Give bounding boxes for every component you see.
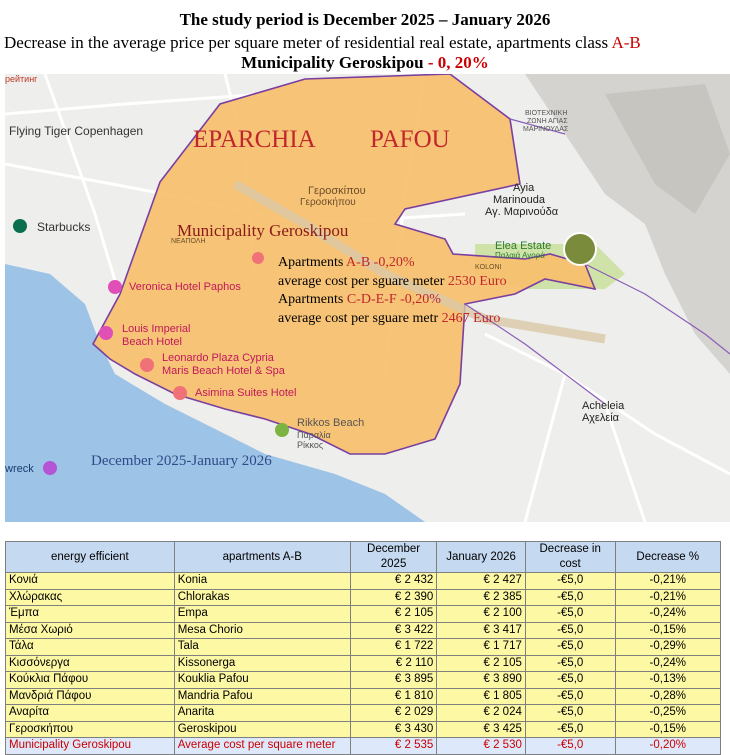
table-cell: € 2 024 xyxy=(437,705,526,722)
table-cell: Mesa Chorio xyxy=(174,622,350,639)
table-cell: Μέσα Χωριό xyxy=(6,622,175,639)
top-watermark: рейтинг xyxy=(5,74,38,84)
table-row xyxy=(6,606,721,623)
hotel-pin-icon[interactable] xyxy=(252,252,264,264)
table-cell: -0,24% xyxy=(615,606,721,623)
table-cell: -€5,0 xyxy=(525,606,615,623)
louis-hotel-icon[interactable] xyxy=(99,326,113,340)
table-cell: -0,25% xyxy=(615,705,721,722)
place-rikkos-1[interactable]: Rikkos Beach xyxy=(297,417,365,429)
table-cell: € 2 390 xyxy=(350,589,436,606)
table-cell: Anarita xyxy=(174,705,350,722)
place-koloni: KOLONI xyxy=(475,264,502,271)
page-title: The study period is December 2025 – January 2026 xyxy=(179,10,551,29)
place-leonardo-1[interactable]: Leonardo Plaza Cypria xyxy=(162,352,274,364)
price-table xyxy=(5,541,721,755)
table-cell: Konia xyxy=(174,573,350,590)
table-cell: € 2 105 xyxy=(437,655,526,672)
table-cell: € 3 890 xyxy=(437,672,526,689)
table-cell: -0,15% xyxy=(615,622,721,639)
table-cell: € 1 810 xyxy=(350,688,436,705)
table-cell: -€5,0 xyxy=(525,589,615,606)
beach-icon[interactable] xyxy=(275,423,289,437)
table-cell: € 2 432 xyxy=(350,573,436,590)
table-header xyxy=(6,542,721,573)
avg-cost-label-2: average cost per sguare metr xyxy=(278,311,442,326)
place-starbucks[interactable]: Starbucks xyxy=(37,220,91,234)
table-cell: -€5,0 xyxy=(525,573,615,590)
place-acheleia[interactable]: Acheleia xyxy=(582,400,625,412)
avg-cost-value-2: 2467 Euro xyxy=(441,311,501,326)
table-row xyxy=(6,688,721,705)
apartments-ab-prefix: Apartments xyxy=(278,255,347,270)
table-cell: Γεροσκήπου xyxy=(6,721,175,738)
table-row xyxy=(6,589,721,606)
table-cell: Chlorakas xyxy=(174,589,350,606)
table-cell: Έμπα xyxy=(6,606,175,623)
table-cell: Τάλα xyxy=(6,639,175,656)
column-header[interactable]: apartments A-B xyxy=(174,542,350,573)
place-leonardo-2[interactable]: Maris Beach Hotel & Spa xyxy=(162,365,285,377)
table-header-row xyxy=(6,542,721,573)
table-cell: € 1 717 xyxy=(437,639,526,656)
page-subtitle xyxy=(4,33,730,53)
table-cell: -0,21% xyxy=(615,589,721,606)
place-viotechniki-2: ΖΩΝΗ ΑΓΙΑΣ xyxy=(527,118,568,125)
avg-cost-line-1 xyxy=(278,274,507,290)
avg-cost-label-1: average cost per sguare meter xyxy=(278,274,448,289)
asimina-hotel-icon[interactable] xyxy=(173,386,187,400)
table-cell: -0,13% xyxy=(615,672,721,689)
table-row xyxy=(6,573,721,590)
municipality-label: Municipality Geroskipou xyxy=(177,221,349,240)
region-label-eparchia: EPARCHIA xyxy=(193,126,316,153)
table-row xyxy=(6,622,721,639)
table-cell: Κούκλια Πάφου xyxy=(6,672,175,689)
table-cell: € 3 430 xyxy=(350,721,436,738)
place-viotechniki-1: ΒΙΟΤΕΧΝΙΚΗ xyxy=(525,110,568,117)
table-cell: € 3 422 xyxy=(350,622,436,639)
table-row xyxy=(6,705,721,722)
veronica-hotel-icon[interactable] xyxy=(108,280,122,294)
table-cell: Kissonerga xyxy=(174,655,350,672)
municipality-heading xyxy=(0,53,730,73)
place-louis-2[interactable]: Beach Hotel xyxy=(122,336,182,348)
place-elea-estate[interactable]: Elea Estate xyxy=(495,240,552,252)
table-cell: -€5,0 xyxy=(525,721,615,738)
map-view[interactable] xyxy=(5,74,730,522)
table-cell: -€5,0 xyxy=(525,688,615,705)
place-viotechniki-3: ΜΑΡΙΝΟΥΔΑΣ xyxy=(523,126,569,133)
wreck-icon[interactable] xyxy=(43,461,57,475)
apartments-ab-value: A-B -0,20% xyxy=(346,255,415,270)
avg-cost-value-1: 2530 Euro xyxy=(447,274,507,289)
table-cell: -€5,0 xyxy=(525,639,615,656)
table-cell: € 3 425 xyxy=(437,721,526,738)
table-cell: € 1 722 xyxy=(350,639,436,656)
place-yeroskipou-1: Γεροσκίπου xyxy=(308,185,366,197)
place-ayia[interactable]: Ayia xyxy=(513,182,535,194)
table-cell: Χλώρακας xyxy=(6,589,175,606)
apartments-cdef-prefix: Apartments xyxy=(278,292,347,307)
table-cell: Empa xyxy=(174,606,350,623)
table-row xyxy=(6,672,721,689)
table-cell: € 2 105 xyxy=(350,606,436,623)
subtitle-class: A-B xyxy=(611,33,641,52)
column-header[interactable]: January 2026 xyxy=(437,542,526,573)
table-cell: Μανδριά Πάφου xyxy=(6,688,175,705)
place-elea-estate-gr[interactable]: Παλαιά Αγορά xyxy=(495,251,545,260)
table-cell: Αναρίτα xyxy=(6,705,175,722)
summary-cell: Municipality Geroskipou xyxy=(6,738,175,755)
table-cell: € 3 417 xyxy=(437,622,526,639)
table-row xyxy=(6,639,721,656)
starbucks-icon[interactable] xyxy=(13,219,27,233)
table-cell: Κισσόνεργα xyxy=(6,655,175,672)
table-cell: Geroskipou xyxy=(174,721,350,738)
summary-cell: € 2 535 xyxy=(350,738,436,755)
table-cell: € 2 427 xyxy=(437,573,526,590)
table-cell: -€5,0 xyxy=(525,705,615,722)
table-row xyxy=(6,655,721,672)
place-wreck[interactable]: wreck xyxy=(5,463,34,475)
place-louis-1[interactable]: Louis Imperial xyxy=(122,323,191,335)
place-asimina[interactable]: Asimina Suites Hotel xyxy=(195,387,297,399)
table-cell: -€5,0 xyxy=(525,672,615,689)
apartments-ab-line xyxy=(278,255,414,271)
table-cell: -0,21% xyxy=(615,573,721,590)
apartments-cdef-line xyxy=(278,292,441,308)
table-body xyxy=(6,573,721,755)
region-label-pafou: PAFOU xyxy=(370,126,450,153)
summary-cell: -€5,0 xyxy=(525,738,615,755)
column-header[interactable]: energy efficient xyxy=(6,542,175,573)
column-header[interactable]: Decrease in cost xyxy=(525,542,615,573)
summary-cell: € 2 530 xyxy=(437,738,526,755)
place-acheleia-gr[interactable]: Αχελεία xyxy=(582,412,620,424)
column-header[interactable]: Decrease % xyxy=(615,542,721,573)
table-cell: -€5,0 xyxy=(525,622,615,639)
leonardo-hotel-icon[interactable] xyxy=(140,358,154,372)
table-cell: € 3 895 xyxy=(350,672,436,689)
period-label: December 2025-January 2026 xyxy=(91,453,272,469)
table-row xyxy=(6,721,721,738)
table-cell: € 2 110 xyxy=(350,655,436,672)
table-cell: € 2 385 xyxy=(437,589,526,606)
place-marinouda-gr[interactable]: Αγ. Μαρινούδα xyxy=(485,206,559,218)
summary-cell: Average cost per square meter xyxy=(174,738,350,755)
table-cell: -€5,0 xyxy=(525,655,615,672)
table-cell: Tala xyxy=(174,639,350,656)
subtitle-text: Decrease in the average price per square meter of residential real estate, apartments class xyxy=(4,33,612,52)
table-cell: Kouklia Pafou xyxy=(174,672,350,689)
summary-cell: -0,20% xyxy=(615,738,721,755)
apartments-cdef-value: C-D-E-F -0,20% xyxy=(346,292,441,307)
place-neapoli: ΝΕΑΠΟΛΗ xyxy=(171,238,206,245)
table-cell: Κονιά xyxy=(6,573,175,590)
avg-cost-line-2 xyxy=(278,311,500,327)
table-cell: -0,24% xyxy=(615,655,721,672)
place-flying-tiger[interactable]: Flying Tiger Copenhagen xyxy=(9,124,144,138)
place-rikkos-2[interactable]: Παραλία xyxy=(297,430,331,440)
table-cell: -0,29% xyxy=(615,639,721,656)
place-veronica[interactable]: Veronica Hotel Paphos xyxy=(129,281,241,293)
place-rikkos-3[interactable]: Ρίκκος xyxy=(297,440,324,450)
table-cell: -0,28% xyxy=(615,688,721,705)
column-header[interactable]: December 2025 xyxy=(350,542,436,573)
place-yeroskipou-2: Γεροσκήπου xyxy=(300,197,356,208)
elea-estate-photo-icon[interactable] xyxy=(563,232,597,266)
place-marinouda[interactable]: Marinouda xyxy=(493,194,545,206)
table-cell: € 2 100 xyxy=(437,606,526,623)
municipality-change: - 0, 20% xyxy=(423,53,489,72)
municipality-name: Municipality Geroskipou xyxy=(241,53,424,72)
table-cell: € 2 029 xyxy=(350,705,436,722)
table-cell: Mandria Pafou xyxy=(174,688,350,705)
table-cell: -0,15% xyxy=(615,721,721,738)
table-cell: € 1 805 xyxy=(437,688,526,705)
